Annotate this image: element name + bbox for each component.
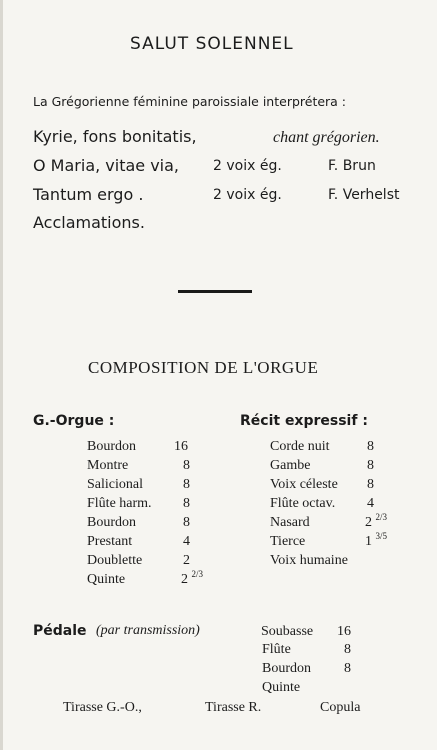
- go-stop-size: 8: [183, 477, 190, 492]
- recit-heading: Récit expressif :: [240, 413, 368, 429]
- piece-composer-2: F. Brun: [328, 158, 376, 174]
- recit-stop-size-int: 2: [365, 515, 372, 530]
- go-stop-name: Salicional: [87, 477, 143, 492]
- recit-stop-size: [365, 512, 388, 531]
- page-edge: [0, 0, 3, 750]
- go-stop-size: 8: [183, 458, 190, 473]
- go-stop-name: Flûte harm.: [87, 496, 152, 511]
- pedale-stop-name: Bourdon: [262, 661, 311, 676]
- piece-composer-3: F. Verhelst: [328, 187, 400, 203]
- piece-composer-1: chant grégorien.: [273, 129, 380, 146]
- recit-stop-name: Flûte octav.: [270, 496, 336, 511]
- recit-stop-name: Tierce: [270, 534, 306, 549]
- recit-stop-name: Corde nuit: [270, 439, 330, 454]
- pedale-stop-name: Flûte: [262, 642, 291, 657]
- coupler-tirasse-recit: Tirasse R.: [205, 700, 262, 715]
- piece-title-4: Acclamations.: [33, 213, 145, 232]
- salut-title: SALUT SOLENNEL: [130, 34, 294, 54]
- orgue-title: COMPOSITION DE L'ORGUE: [88, 358, 319, 377]
- coupler-copula: Copula: [320, 700, 361, 715]
- go-stop-name: Doublette: [87, 553, 143, 568]
- piece-title-1: Kyrie, fons bonitatis,: [33, 127, 197, 146]
- go-stop-name: Bourdon: [87, 515, 136, 530]
- go-stop-name: Montre: [87, 458, 129, 473]
- piece-voices-3: 2 voix ég.: [213, 187, 282, 203]
- pedale-stop-name: Quinte: [262, 680, 301, 695]
- recit-stop-fraction: 3/5: [375, 531, 388, 541]
- coupler-tirasse-go: Tirasse G.-O.,: [63, 700, 142, 715]
- go-stop-name: Quinte: [87, 572, 126, 587]
- go-stop-name: Prestant: [87, 534, 133, 549]
- recit-stop-name: Voix céleste: [270, 477, 338, 492]
- go-stop-size: 8: [183, 515, 190, 530]
- pedale-stop-size: 16: [337, 624, 351, 639]
- go-stop-size: [181, 569, 204, 588]
- go-stop-size: 8: [183, 496, 190, 511]
- recit-stop-size: [365, 531, 388, 550]
- recit-stop-name: Voix humaine: [270, 553, 348, 568]
- salut-intro: La Grégorienne féminine paroissiale interprétera :: [33, 94, 347, 109]
- grand-orgue-heading: G.-Orgue :: [33, 413, 115, 429]
- go-stop-name: Bourdon: [87, 439, 136, 454]
- recit-stop-fraction: 2/3: [375, 512, 388, 522]
- go-stop-size: 2: [183, 553, 190, 568]
- recit-stop-name: Gambe: [270, 458, 311, 473]
- recit-stop-size: 8: [367, 439, 374, 454]
- pedale-heading: Pédale: [33, 623, 87, 639]
- go-stop-size-int: 2: [181, 572, 188, 587]
- recit-stop-size: 4: [367, 496, 374, 511]
- recit-stop-size: 8: [367, 458, 374, 473]
- pedale-stop-size: 8: [344, 661, 351, 676]
- recit-stop-size-int: 1: [365, 534, 372, 549]
- go-stop-fraction: 2/3: [191, 569, 204, 579]
- piece-title-2: O Maria, vitae via,: [33, 156, 180, 175]
- piece-voices-2: 2 voix ég.: [213, 158, 282, 174]
- pedale-stop-size: 8: [344, 642, 351, 657]
- go-stop-size: 4: [183, 534, 190, 549]
- go-stop-size: 16: [174, 439, 188, 454]
- pedale-stop-name: Soubasse: [261, 624, 314, 639]
- piece-title-3: Tantum ergo .: [33, 185, 144, 204]
- recit-stop-size: 8: [367, 477, 374, 492]
- recit-stop-name: Nasard: [270, 515, 310, 530]
- section-divider: [178, 290, 252, 293]
- pedale-note: (par transmission): [96, 623, 200, 638]
